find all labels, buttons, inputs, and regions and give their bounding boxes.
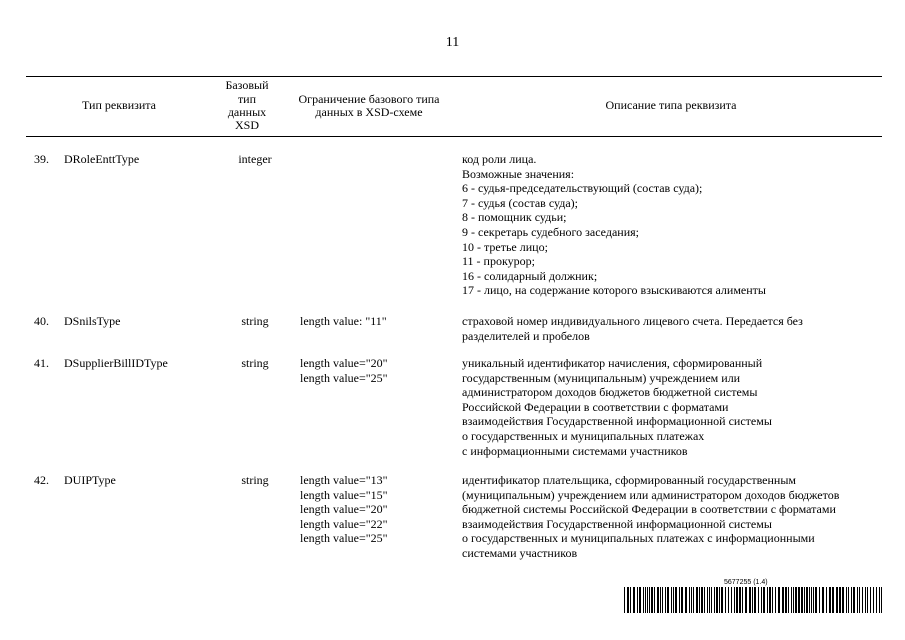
restriction-line: length value="20" [300,356,388,370]
restriction-line: length value="25" [300,531,388,546]
description-line: разделителей и пробелов [462,328,590,343]
description-line: взаимодействия Государственной информационной системы [462,516,772,531]
restriction-line: length value="25" [300,370,388,385]
restriction-line: length value="20" [300,502,388,517]
header-description [460,77,882,135]
description-line: 6 - судья-председательствующий (состав суда); [462,181,703,196]
description-line: бюджетной системы Российской Федерации в соответствии с форматами [462,502,836,517]
description-line: 16 - солидарный должник; [462,268,598,283]
header-restriction-line: Ограничение базового типа [298,91,440,106]
row-number: 42. [34,473,49,487]
description-line: 8 - помощник судьи; [462,210,567,225]
row-description [462,314,882,343]
row-base-type: string [241,356,269,370]
row-number: 39. [34,152,49,166]
barcode-label: 5677255 (1.4) [724,579,768,586]
description-line: код роли лица. [462,152,537,166]
row-restrictions [300,314,450,329]
restriction-line: length value="13" [300,473,388,487]
row-description [462,152,882,298]
restriction-line: length value: "11" [300,314,387,328]
description-line: 17 - лицо, на содержание которого взыскиваются алименты [462,283,766,298]
row-type-name: DSupplierBillIDType [64,356,168,370]
header-restriction-line: данных в XSD-схеме [315,105,423,119]
restriction-line: length value="22" [300,516,388,531]
description-line: Российской Федерации в соответствии с форматами [462,399,729,414]
header-description-text: Описание типа реквизита [605,98,737,113]
description-line: 7 - судья (состав суда); [462,195,579,210]
description-line: (муниципальным) учреждением или администратором доходов бюджетов [462,487,840,502]
description-line: 10 - третье лицо; [462,239,548,254]
description-line: идентификатор плательщика, сформированный государственным [462,473,796,487]
row-description [462,473,882,561]
header-base-type-line: XSD [234,118,259,133]
header-base-type-line: данных [227,105,267,119]
description-line: Возможные значения: [462,166,575,181]
header-type-name-text: Тип реквизита [82,98,156,113]
table-rule-bottom [26,136,882,137]
row-number: 41. [34,356,49,370]
header-base-type-line: тип [237,91,257,106]
page-number: 11 [445,35,460,50]
description-line: страховой номер индивидуального лицевого счета. Передается без [462,314,803,328]
row-type-name: DSnilsType [64,314,121,328]
row-base-type: string [241,473,269,487]
row-type-name: DUIPType [64,473,116,487]
description-line: системами участников [462,545,578,560]
description-line: взаимодействия Государственной информационной системы [462,414,772,429]
description-line: 11 - прокурор; [462,254,535,269]
row-description [462,356,882,458]
header-base-type [212,77,282,135]
barcode-icon [624,587,882,613]
description-line: о государственных и муниципальных платежах [462,428,705,443]
row-restrictions [300,473,450,546]
description-line: с информационными системами участников [462,443,688,458]
row-base-type: string [241,314,269,328]
row-number: 40. [34,314,49,328]
header-restriction [285,77,453,135]
description-line: о государственных и муниципальных платежах с информационными [462,531,815,546]
description-line: уникальный идентификатор начисления, сформированный [462,356,763,370]
row-base-type: integer [238,152,272,166]
row-type-name: DRoleEnttType [64,152,140,166]
header-base-type-line: Базовый [225,78,269,93]
restriction-line: length value="15" [300,487,388,502]
description-line: администратором доходов бюджетов бюджетной системы [462,385,758,400]
description-line: 9 - секретарь судебного заседания; [462,224,639,239]
header-type-name [26,77,212,135]
row-restrictions [300,356,450,385]
description-line: государственным (муниципальным) учреждением или [462,370,741,385]
